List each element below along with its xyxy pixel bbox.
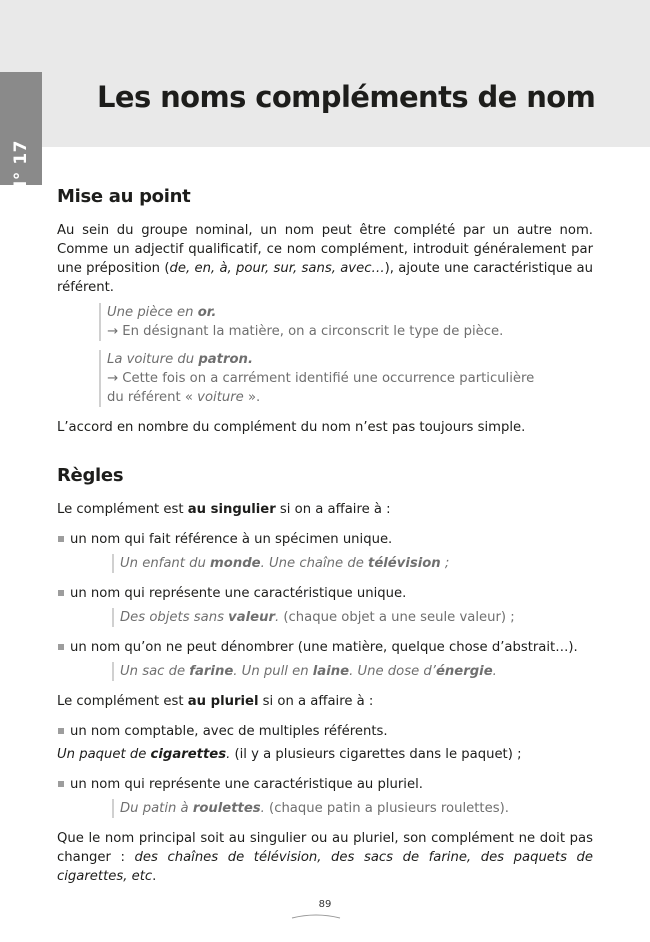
section-heading-regles: Règles (57, 465, 124, 486)
list-item-text: un nom qui représente une caractéristique au pluriel. (70, 777, 423, 792)
example-phrase: Une pièce en or. (107, 305, 217, 320)
list-item-text: un nom qu’on ne peut dénombrer (une matière, quelque chose d’abstrait…). (70, 640, 578, 655)
page-number: 89 (318, 899, 332, 910)
example-line: Des objets sans valeur. (chaque objet a une seule valeur) ; (112, 608, 593, 627)
example-line: Un paquet de cigarettes. (il y a plusieurs cigarettes dans le paquet) ; (57, 747, 522, 762)
list-item-text: un nom comptable, avec de multiples référents. (70, 724, 388, 739)
prepositions-list: de, en, à, pour, sur, sans, avec… (169, 261, 385, 276)
example-note: du référent « voiture ». (107, 390, 261, 405)
bullet-square-icon (58, 644, 64, 650)
list-item (57, 584, 593, 627)
example-block (99, 303, 593, 341)
example-line: Un enfant du monde. Une chaîne de télévision ; (112, 554, 593, 573)
section-heading-mise-au-point: Mise au point (57, 186, 191, 207)
list-item (57, 530, 593, 573)
header-band (0, 0, 650, 147)
bullet-square-icon (58, 590, 64, 596)
example-line: Un sac de farine. Un pull en laine. Une dose d’énergie. (112, 662, 593, 681)
conclusion-paragraph: Que le nom principal soit au singulier ou au pluriel, son complément ne doit pas changer : des chaînes de télévision, des sacs de farine, des paquets de cigarettes, etc. (57, 831, 594, 884)
rule-intro-singular: Le complément est au singulier si on a affaire à : (57, 502, 391, 517)
example-block (99, 350, 593, 407)
content (57, 184, 593, 886)
example-line: Du patin à roulettes. (chaque patin a plusieurs roulettes). (112, 799, 593, 818)
intro-paragraph: Au sein du groupe nominal, un nom peut être complété par un autre nom. Comme un adjectif qualificatif, ce nom complément, introduit généralement par une préposition (de, en, à, pour, sur, sans, avec…), ajoute une caractéristique au référent. (57, 223, 593, 295)
list-item-text: un nom qui représente une caractéristique unique. (70, 586, 407, 601)
fiche-tab (0, 72, 42, 260)
page-title: Les noms compléments de nom (97, 80, 596, 114)
bullet-square-icon (58, 781, 64, 787)
example-phrase: La voiture du patron. (107, 352, 253, 367)
page-number-swoosh-icon (291, 913, 341, 919)
list-item (57, 638, 593, 681)
list-item (57, 722, 593, 741)
bullet-square-icon (58, 536, 64, 542)
example-note: → En désignant la matière, on a circonscrit le type de pièce. (107, 324, 504, 339)
closing-paragraph: L’accord en nombre du complément du nom n’est pas toujours simple. (57, 420, 526, 435)
fiche-label: FICHE N° 17 (11, 140, 31, 260)
bullet-square-icon (58, 728, 64, 734)
list-item (57, 775, 593, 818)
list-item-text: un nom qui fait référence à un spécimen unique. (70, 532, 393, 547)
example-note: → Cette fois on a carrément identifié une occurrence particulière (107, 371, 535, 386)
rule-intro-plural: Le complément est au pluriel si on a affaire à : (57, 694, 374, 709)
